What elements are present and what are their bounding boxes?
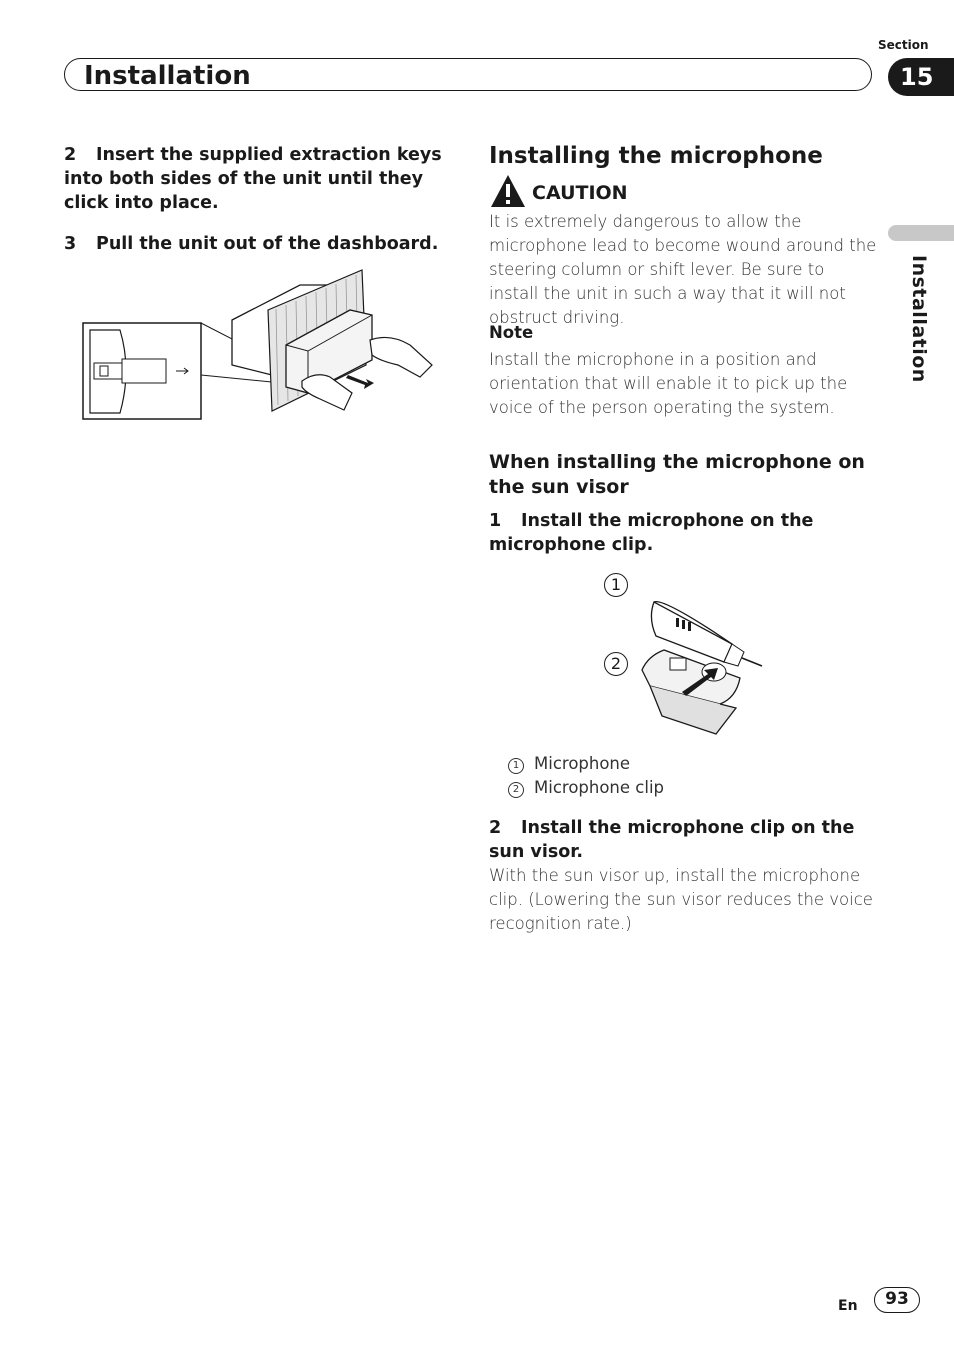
note-text: Install the microphone in a position and orientation that will enable it to pick up the voice of the person operating the system. bbox=[489, 350, 848, 417]
microphone-drawing bbox=[604, 570, 764, 745]
step-text: Install the microphone on the microphone clip. bbox=[489, 511, 814, 555]
caption-number: 1 bbox=[508, 758, 524, 774]
subsection-heading: When installing the microphone on the sun visor bbox=[489, 451, 865, 498]
callout-2: 2 bbox=[604, 652, 628, 676]
mic-step-1 bbox=[489, 509, 877, 557]
section-number-badge: 15 bbox=[888, 58, 954, 96]
section-heading: Installing the microphone bbox=[489, 143, 823, 169]
step-text: Pull the unit out of the dashboard. bbox=[96, 234, 439, 254]
step-number: 2 bbox=[489, 818, 502, 838]
side-section-label: Installation bbox=[908, 255, 930, 383]
step-number: 2 bbox=[64, 145, 77, 165]
caption-number: 2 bbox=[508, 782, 524, 798]
step-number: 1 bbox=[489, 511, 502, 531]
section-label: Section bbox=[878, 38, 929, 52]
side-tab-marker bbox=[888, 225, 954, 241]
caption-text: Microphone clip bbox=[534, 778, 665, 797]
mic-step-2-body: With the sun visor up, install the microphone clip. (Lowering the sun visor reduces the voice recognition rate.) bbox=[489, 866, 873, 933]
caution-text: It is extremely dangerous to allow the microphone lead to become wound around the steering column or shift lever. Be sure to install the unit in such a way that it will not obstruct driving. bbox=[489, 212, 877, 327]
step-number: 3 bbox=[64, 234, 77, 254]
mic-step-2 bbox=[489, 816, 877, 864]
warning-icon bbox=[489, 173, 527, 209]
caption-microphone-clip bbox=[508, 776, 664, 800]
step-text: Install the microphone clip on the sun visor. bbox=[489, 818, 855, 862]
page-number: 93 bbox=[874, 1287, 920, 1313]
page-title: Installation bbox=[84, 61, 251, 91]
callout-1: 1 bbox=[604, 573, 628, 597]
caption-text: Microphone bbox=[534, 754, 631, 773]
microphone-illustration bbox=[604, 570, 764, 745]
caution-label: CAUTION bbox=[532, 182, 628, 204]
unit-extraction-illustration bbox=[80, 265, 440, 425]
step-3-instruction bbox=[64, 232, 456, 256]
step-2-instruction bbox=[64, 143, 456, 215]
language-code: En bbox=[838, 1298, 858, 1314]
step-text: Insert the supplied extraction keys into both sides of the unit until they click into place. bbox=[64, 145, 442, 213]
note-label: Note bbox=[489, 323, 534, 342]
caption-microphone bbox=[508, 752, 630, 776]
